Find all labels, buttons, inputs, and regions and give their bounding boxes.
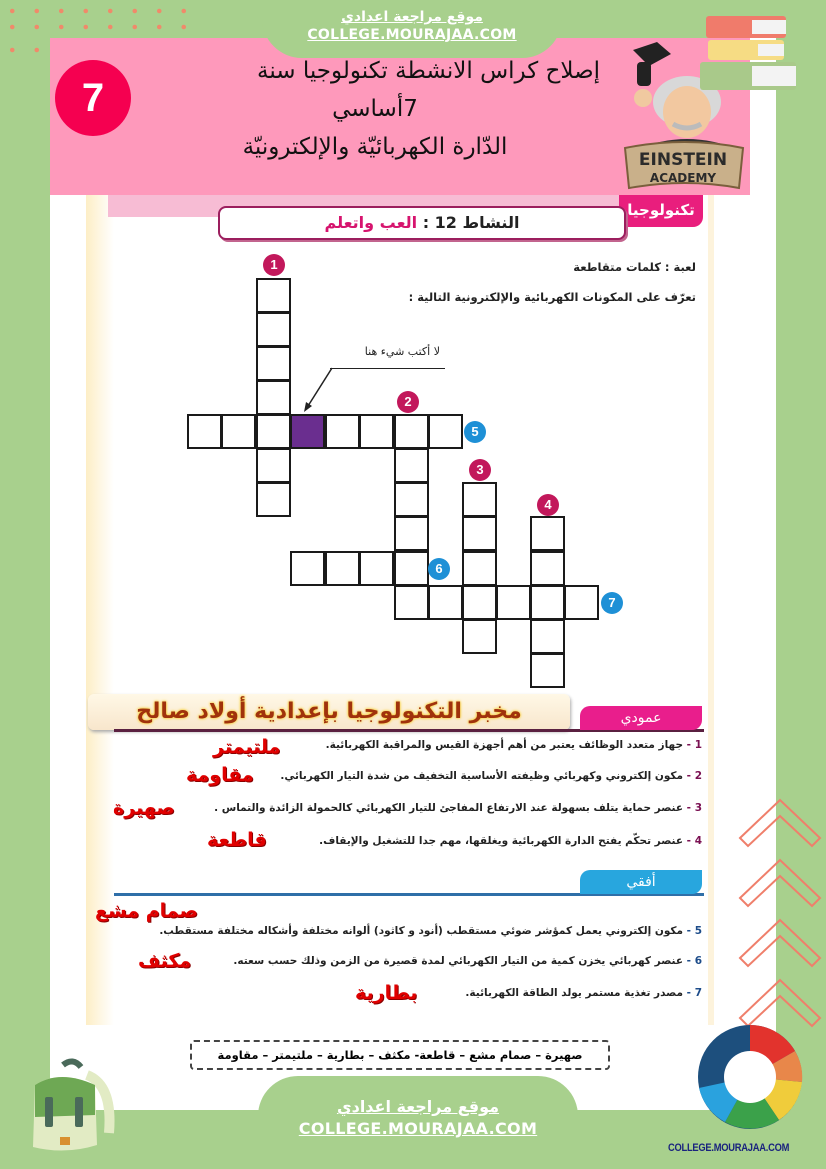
- clue-badge-5: 5: [464, 421, 486, 443]
- clue-badge-3: 3: [469, 459, 491, 481]
- clue-7: 7 - مصدر تغذية مستمر يولد الطاقة الكهربائية.: [465, 987, 702, 999]
- answer-2: مقاومة: [186, 764, 254, 786]
- crossword-cell[interactable]: [462, 585, 497, 620]
- crossword-cell[interactable]: [394, 482, 429, 517]
- site-link-top[interactable]: [262, 0, 562, 58]
- title-line-3: الدّارة الكهربائيّة والإلكترونيّة: [242, 134, 508, 160]
- answer-5: صمام مشع: [95, 900, 198, 922]
- crossword-cell[interactable]: [256, 278, 291, 313]
- crossword-cell[interactable]: [256, 448, 291, 483]
- title-line-2: 7أساسي: [332, 96, 418, 122]
- crossword-cell[interactable]: [394, 551, 429, 586]
- crossword-cell[interactable]: [394, 414, 429, 449]
- crossword-cell[interactable]: [462, 619, 497, 654]
- clue-6: 6 - عنصر كهربائي يخزن كمية من التيار الكهربائي لمدة قصيرة من الزمن وذلك حسب سعته.: [233, 955, 702, 967]
- game-title: لعبة : كلمات متقاطعة: [573, 260, 696, 274]
- crossword-cell[interactable]: [530, 619, 565, 654]
- answer-6: مكثف: [138, 950, 192, 972]
- site-name-arabic: موقع مراجعة اعدادي: [336, 1097, 500, 1116]
- subject-tab: تكنولوجيا: [619, 195, 703, 227]
- clue-badge-1: 1: [263, 254, 285, 276]
- activity-number: النشاط 12 :: [422, 213, 520, 232]
- crossword-cell[interactable]: [187, 414, 222, 449]
- logo-text-einstein: EINSTEIN: [638, 150, 728, 170]
- answer-3: صهيرة: [113, 797, 175, 819]
- crossword-cell[interactable]: [221, 414, 256, 449]
- clue-2: 2 - مكون إلكتروني وكهربائي وظيفته الأساسية التخفيف من شدة التيار الكهربائي.: [280, 770, 702, 782]
- crossword-cell[interactable]: [530, 585, 565, 620]
- crossword-cell[interactable]: [428, 414, 463, 449]
- crossword-cell[interactable]: [530, 653, 565, 688]
- crossword-cell[interactable]: [359, 414, 394, 449]
- decorative-dots: [0, 24, 200, 30]
- crossword-cell[interactable]: [530, 551, 565, 586]
- clue-badge-6: 6: [428, 558, 450, 580]
- crossword-cell[interactable]: [394, 516, 429, 551]
- crossword-cell[interactable]: [256, 312, 291, 347]
- crossword-cell[interactable]: [394, 448, 429, 483]
- books-illustration: [700, 12, 800, 97]
- clue-badge-4: 4: [537, 494, 559, 516]
- crossword-cell[interactable]: [530, 516, 565, 551]
- crossword-cell[interactable]: [462, 551, 497, 586]
- answer-7: بطارية: [355, 982, 418, 1004]
- crossword-cell[interactable]: [290, 551, 325, 586]
- crossword-cell[interactable]: [256, 414, 291, 449]
- site-name-arabic: موقع مراجعة اعدادي: [341, 9, 483, 25]
- crossword-cell[interactable]: [462, 482, 497, 517]
- sheet-margin-right: [708, 195, 714, 1025]
- activity-name: العب واتعلم: [324, 213, 418, 232]
- chevron-up-icon: [735, 790, 825, 1050]
- arrow-icon: [300, 366, 340, 416]
- answer-1: ملتيمتر: [213, 736, 281, 758]
- crossword-cell[interactable]: [428, 585, 463, 620]
- backpack-illustration: [15, 1055, 115, 1155]
- clue-1: 1 - جهاز متعدد الوظائف يعتبر من أهم أجهزة القيس والمراقبة الكهربائية.: [325, 739, 702, 751]
- word-bank: صهيرة – صمام مشع – قاطعة- مكثف – بطارية – ملتيمتر – مقاومة: [190, 1040, 610, 1070]
- footer-logo-url: COLLEGE.MOURAJAA.COM: [668, 1142, 790, 1154]
- crossword-cell[interactable]: [256, 380, 291, 415]
- grade-badge: 7: [55, 60, 131, 136]
- site-url: COLLEGE.MOURAJAA.COM: [298, 1119, 538, 1138]
- crossword-cell[interactable]: [564, 585, 599, 620]
- education-wheel-logo: [695, 1022, 805, 1132]
- clue-4: 4 - عنصر تحكّم يفتح الدارة الكهربائية ويغلقها، مهم جدا للتشغيل والإيقاف.: [319, 835, 702, 847]
- clue-badge-2: 2: [397, 391, 419, 413]
- page-title: [150, 52, 600, 166]
- clue-3: 3 - عنصر حماية يتلف بسهولة عند الارتفاع المفاجئ للتيار الكهربائي كالحمولة الزائدة والتماس .: [214, 802, 702, 814]
- lab-banner: مخبر التكنولوجيا بإعدادية أولاد صالح: [88, 694, 570, 730]
- horizontal-section-tab: أفقي: [580, 870, 702, 894]
- crossword-cell[interactable]: [256, 346, 291, 381]
- crossword-cell[interactable]: [256, 482, 291, 517]
- clue-5: 5 - مكون إلكتروني يعمل كمؤشر ضوئي مستقطب (أنود و كاثود) ألوانه مختلفة وأشكاله مختلفة مستقطب.: [159, 925, 702, 937]
- answer-4: قاطعة: [207, 829, 267, 851]
- title-line-1: إصلاح كراس الانشطة تكنولوجيا سنة: [257, 58, 600, 84]
- crossword-cell[interactable]: [462, 516, 497, 551]
- site-url: COLLEGE.MOURAJAA.COM: [307, 27, 517, 43]
- instruction-text: تعرّف على المكونات الكهربائية والإلكترونية التالية :: [408, 290, 696, 304]
- do-not-write-note: لا أكتب شيء هنا: [364, 345, 440, 358]
- crossword-cell[interactable]: [325, 551, 360, 586]
- crossword-cell[interactable]: [394, 585, 429, 620]
- logo-text-academy: ACADEMY: [649, 171, 717, 185]
- crossword-cell[interactable]: [496, 585, 531, 620]
- site-link-bottom[interactable]: [258, 1076, 578, 1169]
- decorative-dots: [0, 8, 200, 14]
- vertical-section-tab: عمودي: [580, 706, 702, 730]
- crossword-cell[interactable]: [325, 414, 360, 449]
- crossword-blocked-cell: [290, 414, 325, 449]
- note-underline: [330, 368, 445, 369]
- crossword-cell[interactable]: [359, 551, 394, 586]
- clue-badge-7: 7: [601, 592, 623, 614]
- activity-title: [218, 206, 626, 240]
